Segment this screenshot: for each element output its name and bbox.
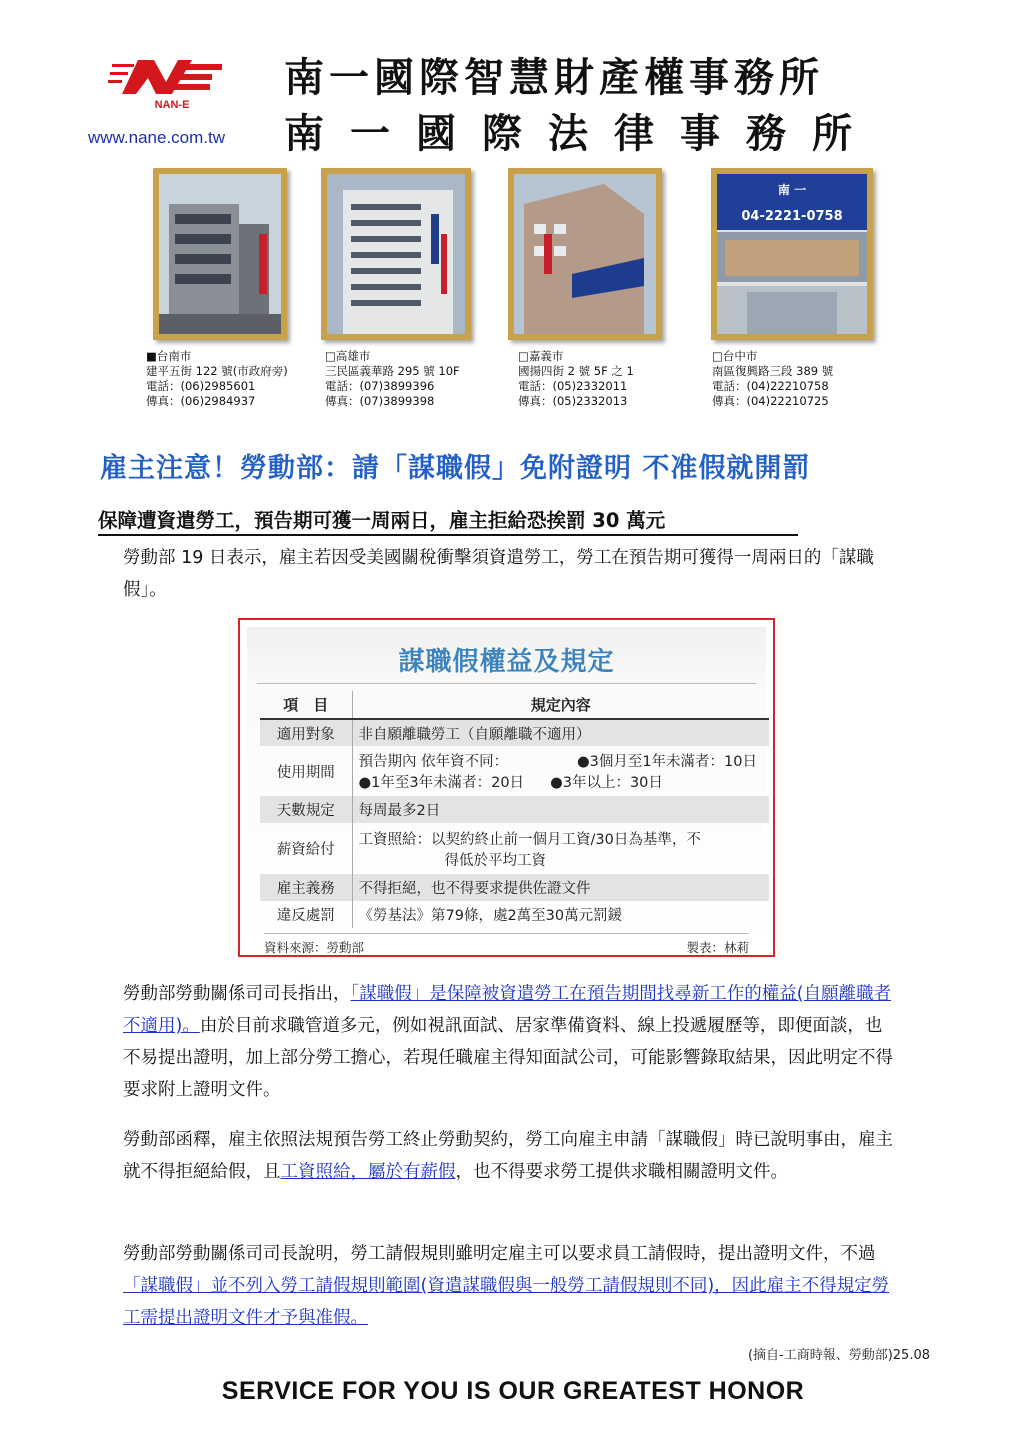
table-row (260, 823, 769, 874)
table-source: 資料來源：勞動部 (264, 940, 365, 955)
office-address: 國揚四街 2 號 5F 之 1 (518, 364, 634, 378)
row-key: 適用對象 (260, 719, 352, 746)
card-divider (257, 683, 756, 684)
row-value: 每周最多2日 (352, 796, 769, 823)
paragraph-2: 勞動部函釋，雇主依照法規預告勞工終止勞動契約，勞工向雇主申請「謀職假」時已說明事由，雇主就不得拒絕給假，且工資照給，屬於有薪假，也不得要求勞工提供求職相關證明文件。 (123, 1130, 893, 1182)
sign-brand: 南 一 (777, 183, 807, 197)
row-key: 薪資給付 (260, 823, 352, 874)
rules-table (260, 691, 769, 928)
firm-name-ip: 南一國際智慧財產權事務所 (284, 55, 824, 101)
office-kaohsiung (325, 349, 460, 409)
row-key: 使用期間 (260, 746, 352, 796)
footer-slogan: SERVICE FOR YOU IS OUR GREATEST HONOR (221, 1377, 805, 1405)
col-content-header: 規定內容 (352, 691, 769, 719)
table-author: 製表：林莉 (686, 940, 749, 955)
row-key: 違反處罰 (260, 901, 352, 928)
office-city: □高雄市 (325, 349, 371, 363)
nan-e-logo (108, 56, 236, 112)
card-footer (264, 933, 749, 956)
row-value: 《勞基法》第79條，處2萬至30萬元罰鍰 (358, 908, 623, 924)
row-value: 不得拒絕，也不得要求提供佐證文件 (352, 874, 769, 901)
firm-name-law: 南一國際法律事務所 (284, 111, 878, 157)
logo-text: NAN-E (154, 99, 190, 111)
office-address: 南區復興路三段 389 號 (712, 364, 834, 378)
row-key: 雇主義務 (260, 874, 352, 901)
row-key: 天數規定 (260, 796, 352, 823)
tainan-office-photo (153, 168, 287, 340)
kaohsiung-office-photo (321, 168, 471, 340)
row-value: 預告期內 依年資不同： ●3個月至1年未滿者：10日 ●1年至3年未滿者：20日 ●3年以上：30日 (358, 754, 757, 791)
article-source: (摘自-工商時報、勞動部)25.08 (747, 1348, 930, 1363)
table-row (260, 874, 769, 901)
row-value: 工資照給：以契約終止前一個月工資/30日為基準，不 得低於平均工資 (358, 831, 701, 869)
paragraph-3: 勞動部勞動關係司司長說明，勞工請假規則雖明定雇主可以要求員工請假時，提出證明文件，不過「謀職假」並不列入勞工請假規則範圍(資遣謀職假與一般勞工請假規則不同)，因此雇主不得規定勞工需提出證明文件才予與准假。 (123, 1244, 890, 1328)
office-phone: 電話：(07)3899396 (325, 379, 435, 393)
office-phone: 電話：(04)22210758 (712, 379, 829, 393)
table-row (260, 719, 769, 746)
leave-rules-card (238, 618, 775, 957)
office-city: □嘉義市 (518, 349, 564, 363)
highlight-link[interactable]: 「謀職假」並不列入勞工請假規則範圍(資遣謀職假與一般勞工請假規則不同)，因此雇主不得規定勞工需提出證明文件才予與准假。 (123, 1276, 890, 1328)
office-address: 建平五街 122 號(市政府旁) (146, 364, 288, 378)
office-taichung (712, 349, 833, 409)
subhead-underline (98, 534, 798, 536)
office-address: 三民區義華路 295 號 10F (325, 364, 460, 378)
office-city: ■台南市 (146, 349, 192, 363)
table-row (260, 746, 769, 796)
office-phone: 電話：(05)2332011 (518, 379, 628, 393)
office-fax: 傳真：(04)22210725 (712, 394, 829, 408)
office-fax: 傳真：(05)2332013 (518, 394, 628, 408)
office-fax: 傳真：(06)2984937 (146, 394, 256, 408)
sign-phone: 04-2221-0758 (741, 209, 843, 224)
intro-paragraph: 勞動部 19 日表示，雇主若因受美國關稅衝擊須資遣勞工，勞工在預告期可獲得一周兩日的「謀職假」。 (123, 548, 874, 600)
paragraph-1: 勞動部勞動關係司司長指出，「謀職假」是保障被資遣勞工在預告期間找尋新工作的權益(自願離職者不適用)。由於目前求職管道多元，例如視訊面試、居家準備資料、線上投遞履歷等，即便面談，也不易提出證明，加上部分勞工擔心，若現任職雇主得知面試公司，可能影響錄取結果，因此明定不得要求附上證明文件。 (123, 984, 893, 1100)
highlight-link[interactable]: 工資照給，屬於有薪假 (280, 1162, 456, 1182)
office-city: □台中市 (712, 349, 758, 363)
taichung-office-photo (711, 168, 873, 340)
article-headline: 雇主注意！勞動部：請「謀職假」免附證明 不准假就開罰 (100, 453, 811, 484)
card-title: 謀職假權益及規定 (398, 647, 615, 677)
col-item-header: 項 目 (260, 691, 352, 719)
office-fax: 傳真：(07)3899398 (325, 394, 435, 408)
article-subhead: 保障遭資遣勞工，預告期可獲一周兩日，雇主拒給恐挨罰 30 萬元 (98, 509, 666, 532)
row-value: 非自願離職勞工（自願離職不適用） (352, 719, 769, 746)
chiayi-office-photo (508, 168, 662, 340)
table-row (260, 901, 769, 928)
office-phone: 電話：(06)2985601 (146, 379, 256, 393)
website-link[interactable]: www.nane.com.tw (88, 128, 225, 147)
table-row (260, 796, 769, 823)
office-chiayi (518, 349, 634, 409)
highlight-link[interactable]: 「謀職假」是保障被資遣勞工在預告期間找尋新工作的權益(自願離職者不適用)。 (123, 984, 892, 1036)
office-tainan (146, 349, 288, 409)
